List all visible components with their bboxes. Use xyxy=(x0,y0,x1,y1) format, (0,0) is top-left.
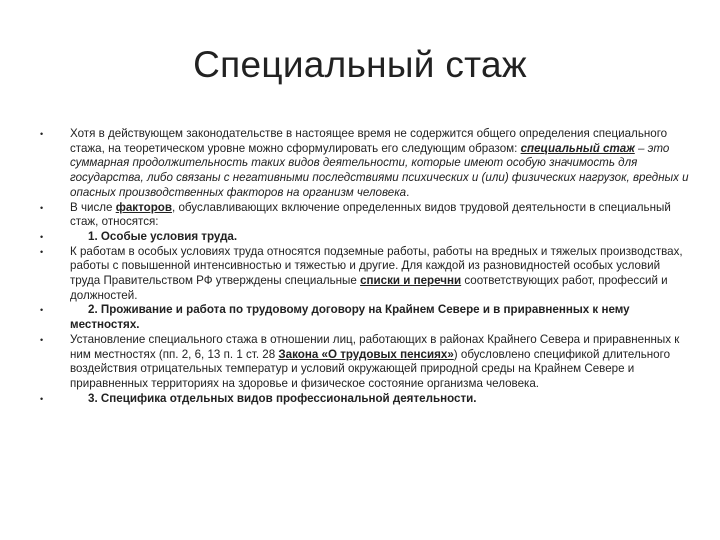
paragraph-text: Хотя в действующем законодательстве в настоящее время не содержится общего определения специального стажа, на теоретическом уровне можно сформулировать его следующим образом: xyxy=(70,127,668,155)
bullet-icon: • xyxy=(40,334,44,345)
paragraph-text: ) обусловлено спецификой длительного воздействия отрицательных температур и условий окружающей природной среды на Крайнем Севере и приравненных территориях на здоровье и физическое состояние организма человека. xyxy=(70,347,671,390)
list-item xyxy=(40,303,690,332)
list-item xyxy=(40,245,690,304)
slide-title: Специальный стаж xyxy=(193,44,527,85)
heading-special-conditions: 1. Особые условия труда. xyxy=(88,229,238,243)
list-item xyxy=(40,392,690,407)
paragraph-text: соответствующих работ, профессий и должностей. xyxy=(70,274,668,302)
paragraph-text: , обуславливающих включение определенных видов трудовой деятельности в специальный стаж, относятся: xyxy=(70,200,671,229)
term-special-experience: специальный стаж xyxy=(520,141,635,155)
definition-text: – это суммарная продолжительность таких видов деятельности, которые имеют особую значимость для государства, либо связаны с негативными последствиями психических и (или) физических нагрузок, вредных и опасных производственных факторов на организм человека xyxy=(70,141,689,199)
heading-profession-specifics: 3. Специфика отдельных видов профессиональной деятельности. xyxy=(88,391,477,405)
factors-link[interactable]: факторов xyxy=(115,200,172,214)
list-item xyxy=(40,201,690,230)
bullet-icon: • xyxy=(40,202,44,213)
bullet-icon: • xyxy=(40,305,44,316)
lists-link[interactable]: списки и перечни xyxy=(360,274,462,288)
paragraph-text: К работам в особых условиях труда относятся подземные работы, работы на вредных и тяжелых производствах, работы с повышенной интенсивностью и тяжестью и другие. Для каждой из разновидностей особых условий труда Правительством РФ утверждены специальные xyxy=(70,244,683,288)
heading-far-north: 2. Проживание и работа по трудовому договору на Крайнем Севере и в приравненных к нему местностях. xyxy=(70,303,630,332)
paragraph-text: В числе xyxy=(70,200,116,214)
bullet-icon: • xyxy=(40,393,44,404)
paragraph-text: . xyxy=(406,185,410,199)
bullet-icon: • xyxy=(40,246,44,257)
list-item xyxy=(40,127,690,201)
paragraph-text: Установление специального стажа в отношении лиц, работающих в районах Крайнего Севера и приравненных к ним местностях (пп. 2, 6, 13 п. 1 ст. 28 xyxy=(70,332,680,361)
list-item xyxy=(40,333,690,392)
bullet-icon: • xyxy=(40,231,44,242)
bullet-icon: • xyxy=(40,129,44,139)
bullet-list xyxy=(40,127,690,406)
list-item xyxy=(40,230,690,245)
pension-law-link[interactable]: Закона «О трудовых пенсиях» xyxy=(278,347,454,361)
